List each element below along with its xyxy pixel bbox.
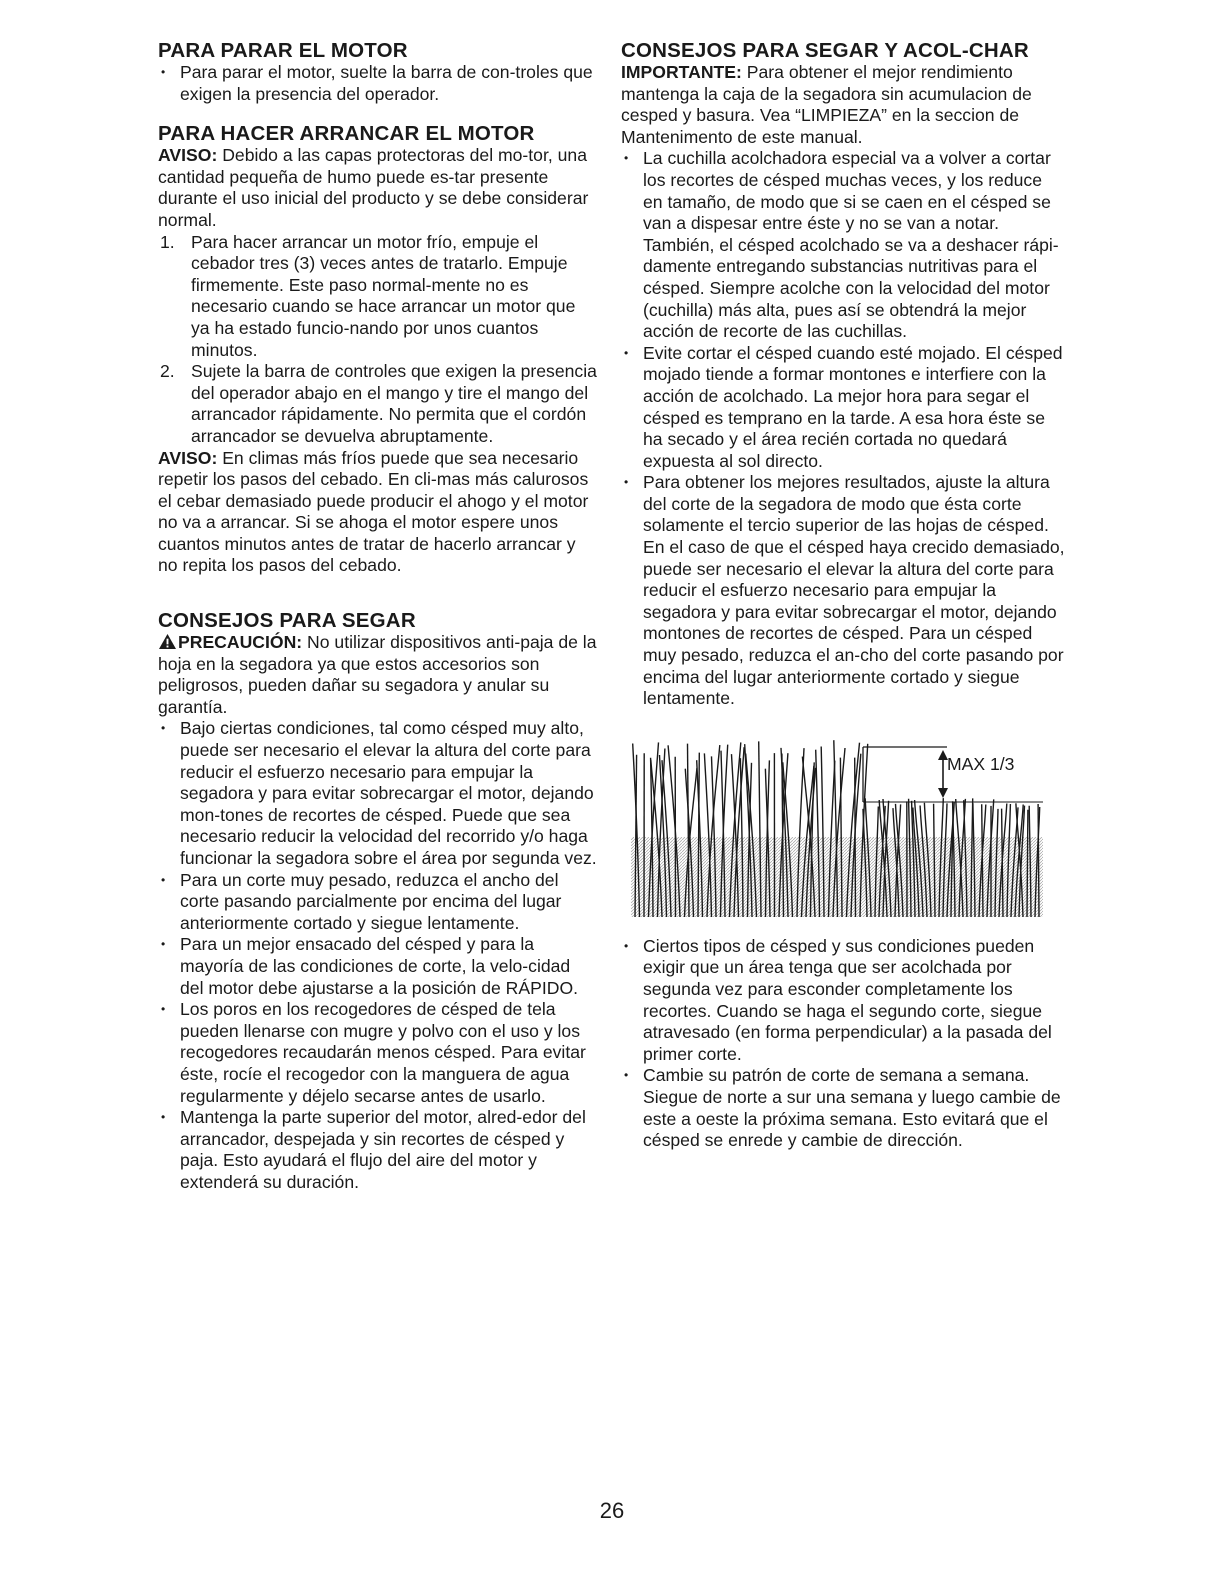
important-label: IMPORTANTE:: [621, 62, 742, 82]
mulching-tips-list-continued: [621, 936, 1066, 1152]
step-text: Sujete la barra de controles que exigen la presencia del operador abajo en el mango y tire el mango del arrancador rápidamente. No permita que el cordón arrancador se devuelva abruptamente.: [191, 361, 597, 446]
max-cut-label: MAX 1/3: [947, 753, 1015, 774]
list-item: • Para un corte muy pesado, reduzca el ancho del corte pasando parcialmente por encima del lugar anteriormente cortado y siegue lentamente.: [158, 870, 598, 935]
list-item: [158, 232, 598, 362]
start-engine-heading: PARA HACER ARRANCAR EL MOTOR: [158, 122, 535, 146]
important-notice: [621, 62, 1066, 148]
list-item: • Los poros en los recogedores de césped de tela pueden llenarse con mugre y polvo con el uso y los recogedores recaudarán menos césped. Para evitar éste, rocíe el recogedor con la manguera de agua regularmente y déjelo secarse antes de usarlo.: [158, 999, 598, 1107]
warning-icon: [158, 633, 177, 650]
list-item: • Para un mejor ensacado del césped y para la mayoría de las condiciones de corte, la velo-cidad del motor debe ajustarse a la posición de RÁPIDO.: [158, 934, 598, 999]
mulching-tips-heading: CONSEJOS PARA SEGAR Y ACOL-CHAR: [621, 39, 1029, 62]
grass-blade: [1027, 810, 1028, 917]
mowing-tips-heading: CONSEJOS PARA SEGAR: [158, 609, 416, 633]
list-item: • La cuchilla acolchadora especial va a volver a cortar los recortes de césped muchas veces, y los reduce en tamaño, de modo que si se caen en el césped se van a dispesar entre éste y no se van a notar. También, el césped acolchado se va a deshacer rápi-damente entregando substancias nutritivas para el césped. Siempre acolche con la velocidad del motor (cuchilla) más alta, pues así se obtendrá la mejor acción de recorte de las cuchillas.: [621, 148, 1066, 342]
page-number: 26: [599, 1498, 625, 1523]
notice-text: Debido a las capas protectoras del mo-tor, una cantidad pequeña de humo puede es-tar presente durante el uso inicial del producto y se debe considerar normal.: [158, 145, 589, 230]
step-number: 2.: [160, 361, 175, 382]
caution-notice: [158, 632, 598, 718]
notice-label: AVISO:: [158, 447, 218, 468]
list-item: • Cambie su patrón de corte de semana a semana. Siegue de norte a sur una semana y luego cambie de este a oeste la próxima semana. Esto evitará que el césped se enrede y cambie de dirección.: [621, 1065, 1066, 1151]
cold-climate-notice: [158, 448, 598, 578]
start-steps: [158, 232, 598, 448]
important-text: Para obtener el mejor rendimiento mantenga la caja de la segadora sin acumulacion de cesped y basura. Vea “LIMPIEZA” en la seccion de Mantenimento de este manual.: [621, 62, 1032, 147]
caution-label: PRECAUCIÓN:: [158, 632, 302, 652]
list-item: • Evite cortar el césped cuando esté mojado. El césped mojado tiende a formar montones e interfiere con la acción de acolchado. La mejor hora para segar el césped es temprano en la tarde. A esa hora éste se ha secado y el área recién cortada no quedará expuesta al sol directo.: [621, 343, 1066, 473]
mowing-tips-list: [158, 718, 598, 1193]
notice-text: En climas más fríos puede que sea necesario repetir los pasos del cebado. En cli-mas más calurosos el cebar demasiado puede producir el ahogo y el motor no va a arrancar. Si se ahoga el motor espere unos cuantos minutos antes de tratar de hacerlo arrancar y no repita los pasos del cebado.: [158, 447, 589, 576]
grass-blade: [855, 757, 856, 916]
start-notice: [158, 145, 598, 231]
grass-blade: [1038, 804, 1039, 917]
right-column: [621, 40, 1066, 1152]
step-number: 1.: [160, 231, 175, 252]
list-item: • Para parar el motor, suelte la barra de con-troles que exigen la presencia del operador.: [158, 62, 598, 105]
list-item: • Mantenga la parte superior del motor, alred-edor del arrancador, despejada y sin recortes de césped y paja. Esto ayudará el flujo del aire del motor y extenderá su duración.: [158, 1107, 598, 1193]
grass-height-figure: [631, 732, 1047, 922]
list-item: • Para obtener los mejores resultados, ajuste la altura del corte de la segadora de modo que ésta corte solamente el tercio superior de las hojas de césped. En el caso de que el césped haya crecido demasiado, puede ser necesario el elevar la altura del corte para reducir el esfuerzo necesario para empujar la segadora y para evitar sobrecargar el motor, dejando montones de recortes de césped. Para un césped muy pesado, reduzca el an-cho del corte pasando por encima del lugar anteriormente cortado y siegue lentamente.: [621, 472, 1066, 710]
mulching-tips-list: [621, 148, 1066, 709]
stop-engine-heading: PARA PARAR EL MOTOR: [158, 39, 408, 62]
list-item: • Ciertos tipos de césped y sus condiciones pueden exigir que un área tenga que ser acolchada por segunda vez para esconder completamente los recortes. Cuando se haga el segundo corte, siegue atravesado (en forma perpendicular) a la pasada del primer corte.: [621, 936, 1066, 1066]
step-text: Para hacer arrancar un motor frío, empuje el cebador tres (3) veces antes de tratarlo. Empuje firmemente. Este paso normal-mente no es necesario cuando se hace arrancar un motor que ya ha estado funcio-nando por unos cuantos minutos.: [191, 231, 576, 360]
list-item: • Bajo ciertas condiciones, tal como césped muy alto, puede ser necesario el elevar la altura del corte para reducir el esfuerzo necesario para empujar la segadora y para evitar sobrecargar el motor, dejando mon-tones de recortes de césped. Puede que sea necesario reducir la velocidad del recorrido y/o haga funcionar la segadora sobre el área por segunda vez.: [158, 718, 598, 869]
list-item: [158, 361, 598, 447]
left-column: [158, 40, 598, 1194]
notice-label: AVISO:: [158, 145, 218, 166]
caution-text: No utilizar dispositivos anti-paja de la hoja en la segadora ya que estos accesorios son peligrosos, pueden dañar su segadora y anular su garantía.: [158, 632, 597, 717]
stop-engine-list: [158, 62, 598, 105]
